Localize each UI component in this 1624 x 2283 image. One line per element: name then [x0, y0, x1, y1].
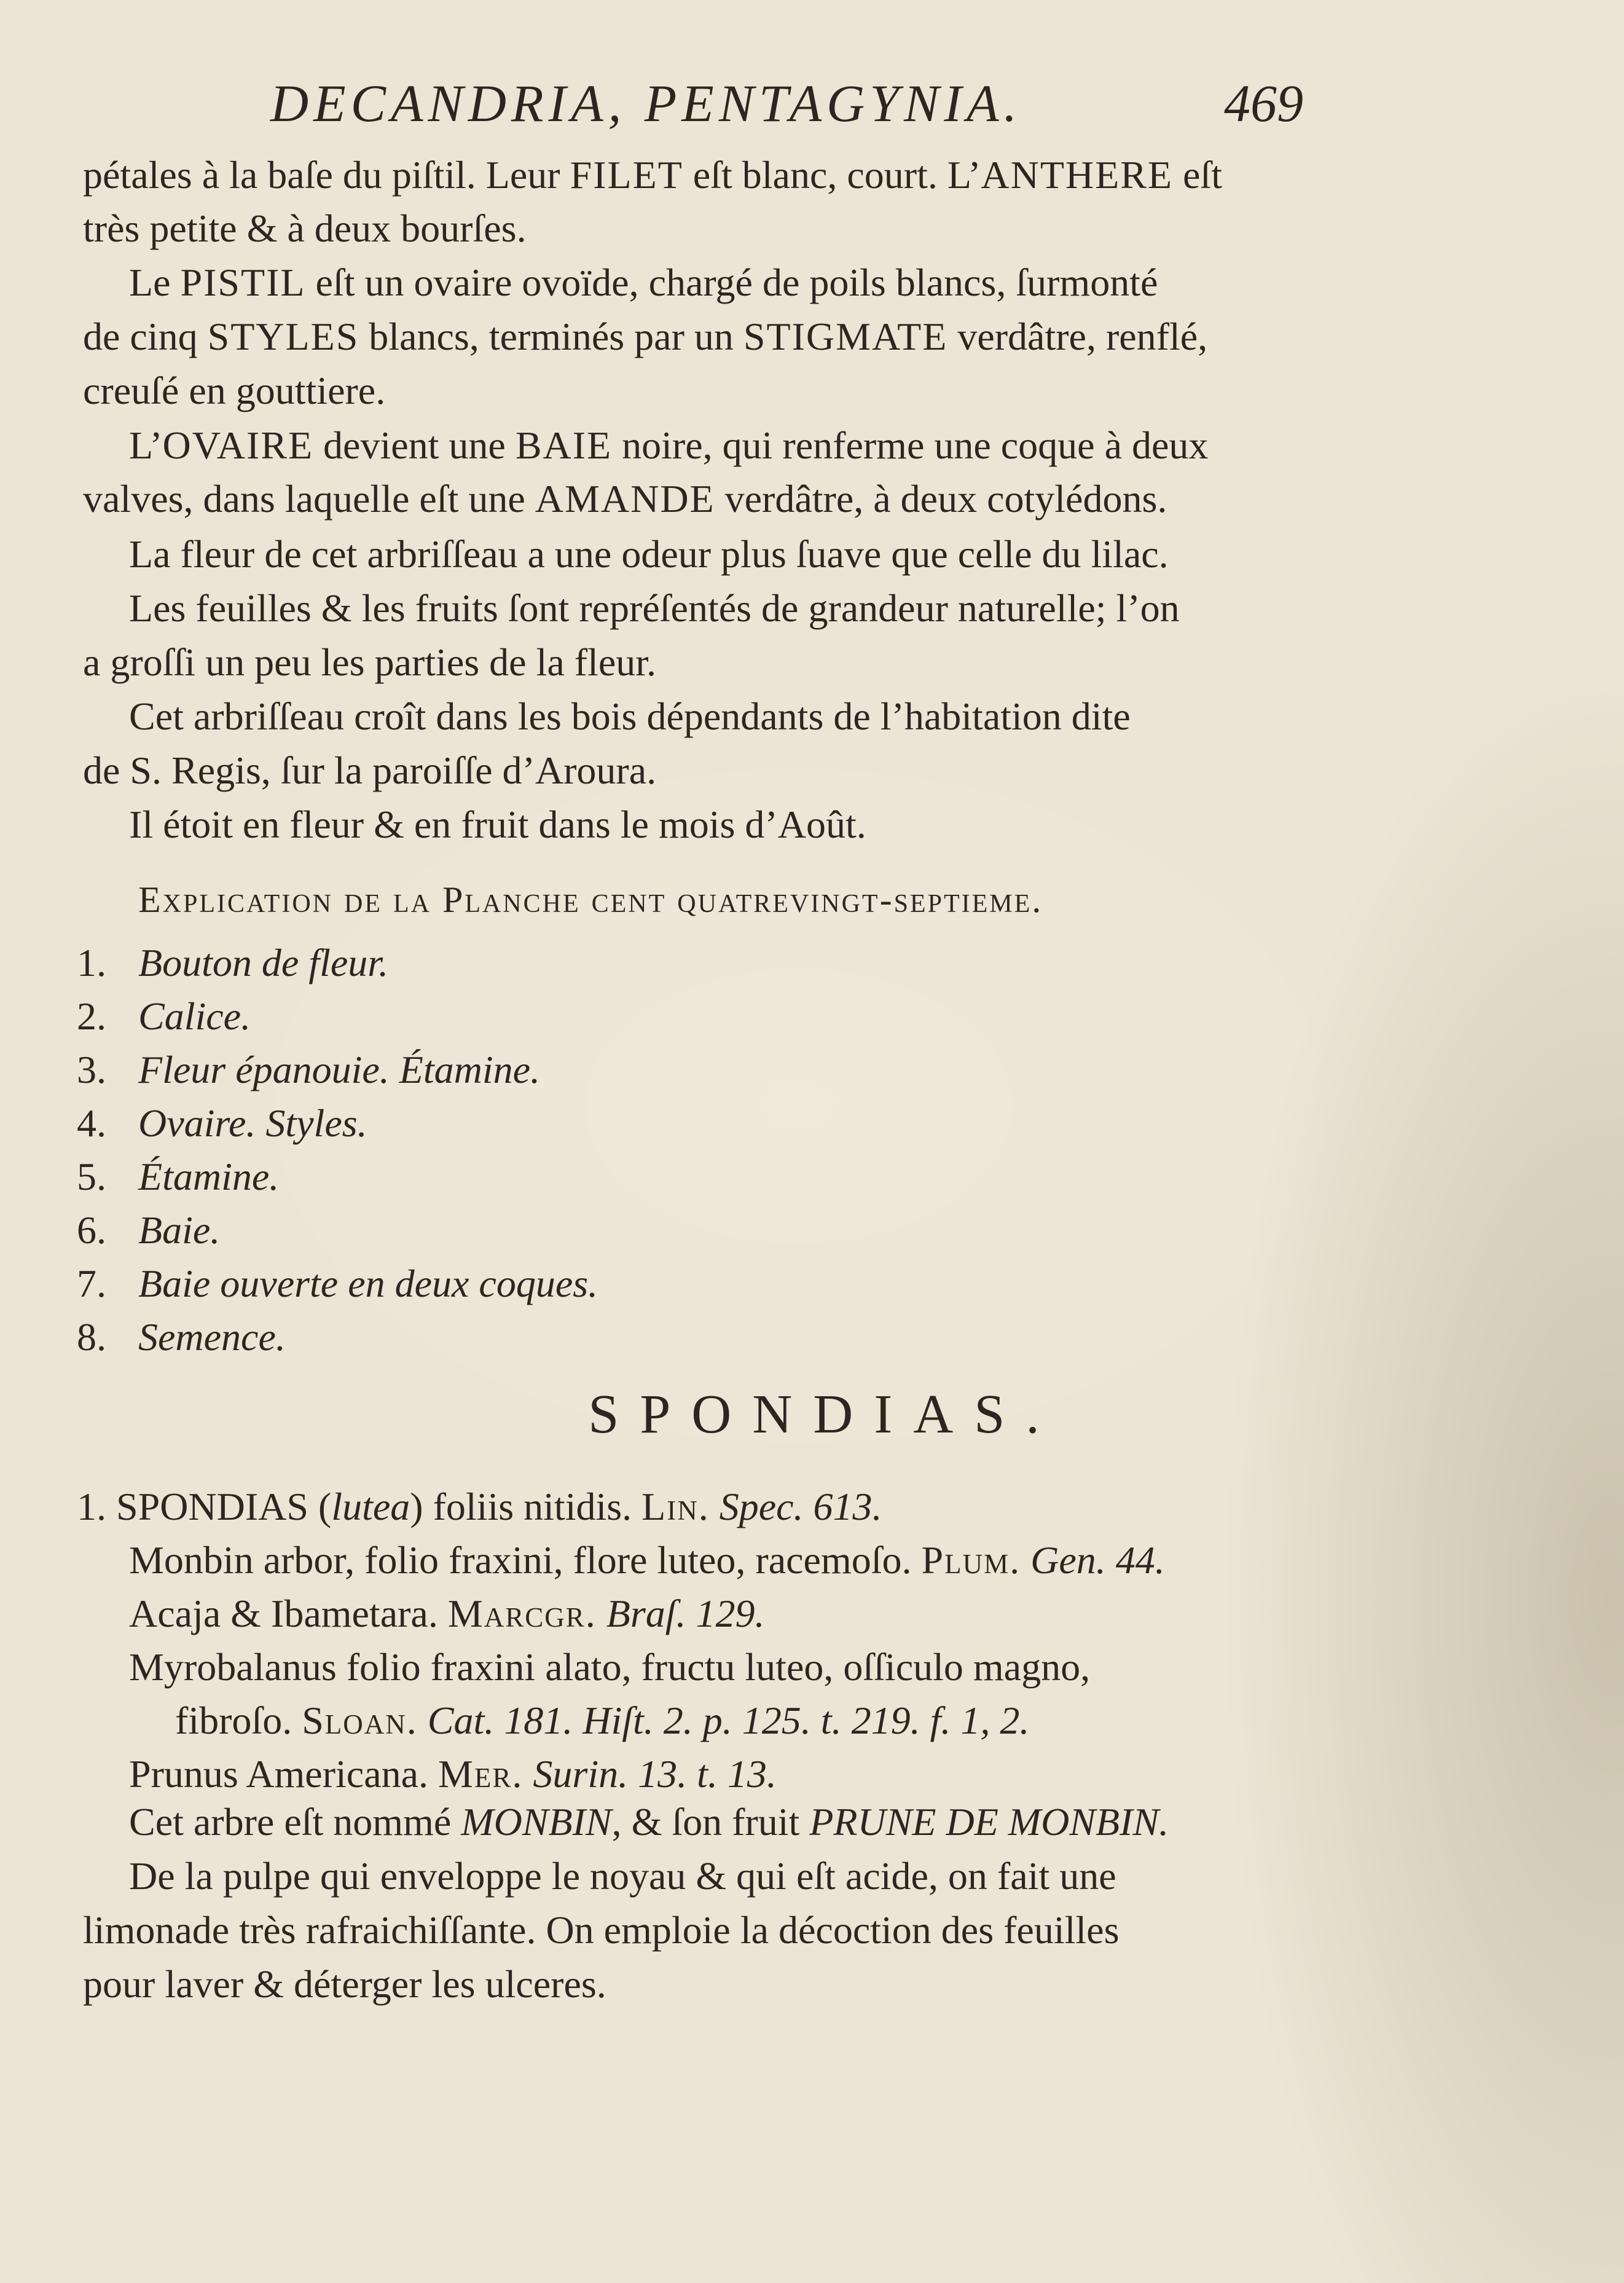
text-run: devient une	[313, 423, 516, 467]
text-run: fibroſo.	[175, 1699, 302, 1742]
text-run: eſt un ovaire ovoïde, chargé de poils blancs, ſurmonté	[305, 261, 1158, 304]
legend-text: Semence.	[138, 1315, 286, 1359]
text-run: valves, dans laquelle eſt une	[83, 477, 535, 521]
citation-line	[129, 1538, 1165, 1583]
text-run: Monbin arbor, folio fraxini, flore luteo, racemoſo.	[129, 1538, 922, 1582]
section-title: SPONDIAS.	[588, 1384, 1061, 1445]
legend-item	[77, 1047, 540, 1093]
name-prune-de-monbin: PRUNE DE MONBIN.	[809, 1800, 1169, 1844]
term-pistil: PISTIL	[180, 261, 306, 304]
term-styles: STYLES	[207, 315, 359, 358]
author-abbrev: Plum.	[921, 1538, 1021, 1582]
author-abbrev: Marcgr.	[447, 1592, 597, 1635]
plate-caption: Explication de la Planche cent quatrevingt-septieme.	[138, 879, 1043, 920]
text-line	[83, 474, 1167, 524]
citation-line	[175, 1698, 1029, 1743]
legend-number: 7.	[77, 1262, 106, 1305]
text-line: très petite & à deux bourſes.	[83, 206, 527, 250]
text-run: Cat. 181. Hiſt. 2. p. 125. t. 219. f. 1, 2.	[417, 1699, 1030, 1742]
text-run: ) foliis nitidis.	[410, 1485, 642, 1528]
text-run: eſt	[1173, 153, 1222, 197]
text-line: pour laver & déterger les ulceres.	[83, 1962, 606, 2006]
citation-line	[129, 1644, 1090, 1690]
citation-line	[77, 1484, 882, 1530]
term-ovaire: OVAIRE	[162, 423, 314, 467]
text-line: creuſé en gouttiere.	[83, 369, 386, 412]
citation-line	[129, 1591, 765, 1637]
text-line: Cet arbriſſeau croît dans les bois dépendants de l’habitation dite	[129, 694, 1131, 738]
term-amande: AMANDE	[535, 477, 715, 521]
citation-number: 1.	[77, 1485, 106, 1528]
text-run: verdâtre, à deux cotylédons.	[715, 477, 1167, 521]
text-run: Gen. 44.	[1021, 1538, 1165, 1582]
legend-text: Bouton de fleur.	[138, 941, 389, 984]
legend-item	[77, 1154, 279, 1200]
term-baie: BAIE	[515, 423, 613, 467]
text-run: Myrobalanus folio fraxini alato, fructu luteo, oſſiculo magno,	[129, 1645, 1091, 1689]
legend-text: Baie.	[138, 1208, 221, 1252]
text-line	[129, 1798, 1169, 1847]
legend-text: Calice.	[138, 994, 251, 1038]
legend-number: 3.	[77, 1048, 106, 1091]
text-run: Braſ. 129.	[596, 1592, 765, 1635]
legend-item	[77, 994, 251, 1039]
text-run: eſt blanc, court. L’	[683, 153, 981, 197]
page-number: 469	[1224, 74, 1303, 133]
legend-number: 6.	[77, 1208, 106, 1252]
text-line: Les feuilles & les fruits ſont repréſentés de grandeur naturelle; l’on	[129, 586, 1180, 630]
legend-item	[77, 940, 388, 986]
text-run: pétales à la baſe du piſtil. Leur	[83, 153, 570, 197]
text-line: limonade très rafraichiſſante. On emploie la décoction des feuilles	[83, 1908, 1120, 1952]
text-run: Le	[129, 261, 181, 304]
text-run: Cet arbre eſt nommé	[129, 1800, 461, 1844]
text-run: noire, qui renferme une coque à deux	[612, 423, 1209, 467]
legend-item	[77, 1314, 286, 1360]
legend-item	[77, 1101, 367, 1146]
text-run: de cinq	[83, 315, 208, 358]
text-line	[129, 258, 1158, 307]
author-abbrev: Sloan.	[302, 1699, 418, 1742]
text-line: Il étoit en fleur & en fruit dans le mois d’Août.	[129, 803, 866, 846]
legend-number: 4.	[77, 1101, 106, 1145]
term-stigmate: STIGMATE	[743, 315, 948, 358]
text-run: Surin. 13. t. 13.	[523, 1752, 777, 1796]
text-line: a groſſi un peu les parties de la fleur.	[83, 640, 657, 684]
text-run: SPONDIAS (	[116, 1485, 332, 1528]
text-line: de S. Regis, ſur la paroiſſe d’Aroura.	[83, 749, 657, 792]
text-line	[83, 151, 1312, 200]
legend-text: Étamine.	[138, 1155, 280, 1198]
citation-line	[129, 1751, 777, 1797]
author-abbrev: Lin.	[641, 1485, 710, 1528]
running-head: DECANDRIA, PENTAGYNIA.	[270, 74, 1022, 133]
author-abbrev: Mer.	[438, 1752, 524, 1796]
text-run: blancs, terminés par un	[359, 315, 743, 358]
text-run: Prunus Americana.	[129, 1752, 438, 1796]
legend-item	[77, 1261, 598, 1307]
legend-text: Baie ouverte en deux coques.	[138, 1262, 598, 1305]
text-run: , & ſon fruit	[611, 1800, 810, 1844]
legend-number: 8.	[77, 1315, 106, 1359]
page-header	[0, 73, 1624, 140]
text-line: La fleur de cet arbriſſeau a une odeur plus ſuave que celle du lilac.	[129, 532, 1169, 576]
legend-number: 5.	[77, 1155, 106, 1198]
legend-item	[77, 1208, 220, 1253]
text-run: L’	[129, 423, 163, 467]
name-monbin: MONBIN	[461, 1800, 612, 1844]
text-run: Spec. 613.	[709, 1485, 882, 1528]
legend-text: Ovaire. Styles.	[138, 1101, 367, 1145]
text-run: Acaja & Ibametara.	[129, 1592, 448, 1635]
text-line	[83, 312, 1207, 361]
term-filet: FILET	[570, 153, 683, 197]
text-run: verdâtre, renflé,	[947, 315, 1208, 358]
term-anthere: ANTHERE	[981, 153, 1173, 197]
text-line	[129, 421, 1208, 470]
legend-number: 2.	[77, 994, 106, 1038]
legend-number: 1.	[77, 941, 106, 984]
text-run: lutea	[331, 1485, 410, 1528]
text-line: De la pulpe qui enveloppe le noyau & qui eſt acide, on fait une	[129, 1854, 1116, 1898]
legend-text: Fleur épanouie. Étamine.	[138, 1048, 541, 1091]
